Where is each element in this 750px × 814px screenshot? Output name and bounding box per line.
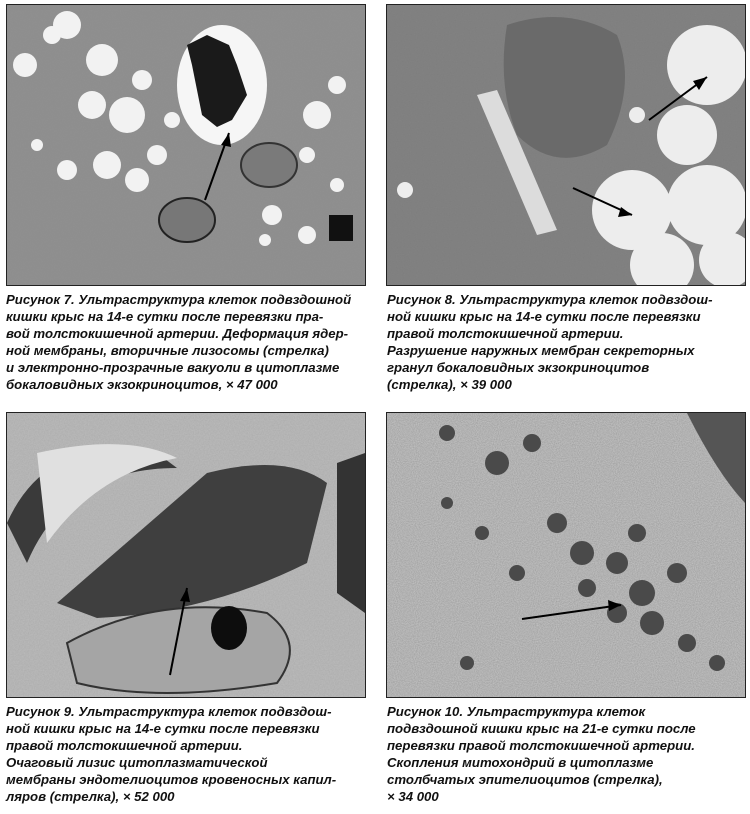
figure-9-caption (6, 703, 336, 805)
caption-line: мембраны эндотелиоцитов кровеносных капил- (6, 772, 337, 787)
caption-line: Разрушение наружных мембран секреторных (387, 343, 695, 358)
figure-10-caption (387, 703, 696, 805)
caption-line: бокаловидных экзокриноцитов, × 47 000 (6, 377, 278, 392)
caption-line: ной кишки крыс на 14-е сутки после перевязки (387, 309, 701, 324)
caption-line: Рисунок 9. Ультраструктура клеток подвздош- (6, 704, 332, 719)
caption-line: правой толстокишечной артерии. (387, 326, 624, 341)
caption-line: Рисунок 7. Ультраструктура клеток подвздошной (6, 292, 352, 307)
micrograph-7-image (7, 5, 365, 285)
caption-line: (стрелка), × 39 000 (387, 377, 512, 392)
caption-line: ной кишки крыс на 14-е сутки после перевязки (6, 721, 320, 736)
caption-line: правой толстокишечной артерии. (6, 738, 243, 753)
figure-8-micrograph (386, 4, 746, 286)
figure-7-micrograph (6, 4, 366, 286)
micrograph-10-image (387, 413, 745, 697)
caption-line: × 34 000 (387, 789, 439, 804)
figure-10-micrograph (386, 412, 746, 698)
caption-line: Скопления митохондрий в цитоплазме (387, 755, 654, 770)
caption-line: ляров (стрелка), × 52 000 (6, 789, 175, 804)
figure-7-caption (6, 291, 351, 393)
caption-line: ной мембраны, вторичные лизосомы (стрелка) (6, 343, 329, 358)
micrograph-9-image (7, 413, 365, 697)
caption-line: Рисунок 10. Ультраструктура клеток (387, 704, 646, 719)
caption-line: кишки крыс на 14-е сутки после перевязки пра- (6, 309, 324, 324)
micrograph-8-image (387, 5, 745, 285)
caption-line: столбчатых эпителиоцитов (стрелка), (387, 772, 663, 787)
figure-9-micrograph (6, 412, 366, 698)
caption-line: гранул бокаловидных экзокриноцитов (387, 360, 650, 375)
caption-line: и электронно-прозрачные вакуоли в цитоплазме (6, 360, 340, 375)
caption-line: вой толстокишечной артерии. Деформация ядер- (6, 326, 349, 341)
caption-line: подвздошной кишки крыс на 21-е сутки после (387, 721, 696, 736)
caption-line: перевязки правой толстокишечной артерии. (387, 738, 695, 753)
caption-line: Рисунок 8. Ультраструктура клеток подвздош- (387, 292, 713, 307)
figure-8-caption (387, 291, 712, 393)
caption-line: Очаговый лизис цитоплазматической (6, 755, 268, 770)
